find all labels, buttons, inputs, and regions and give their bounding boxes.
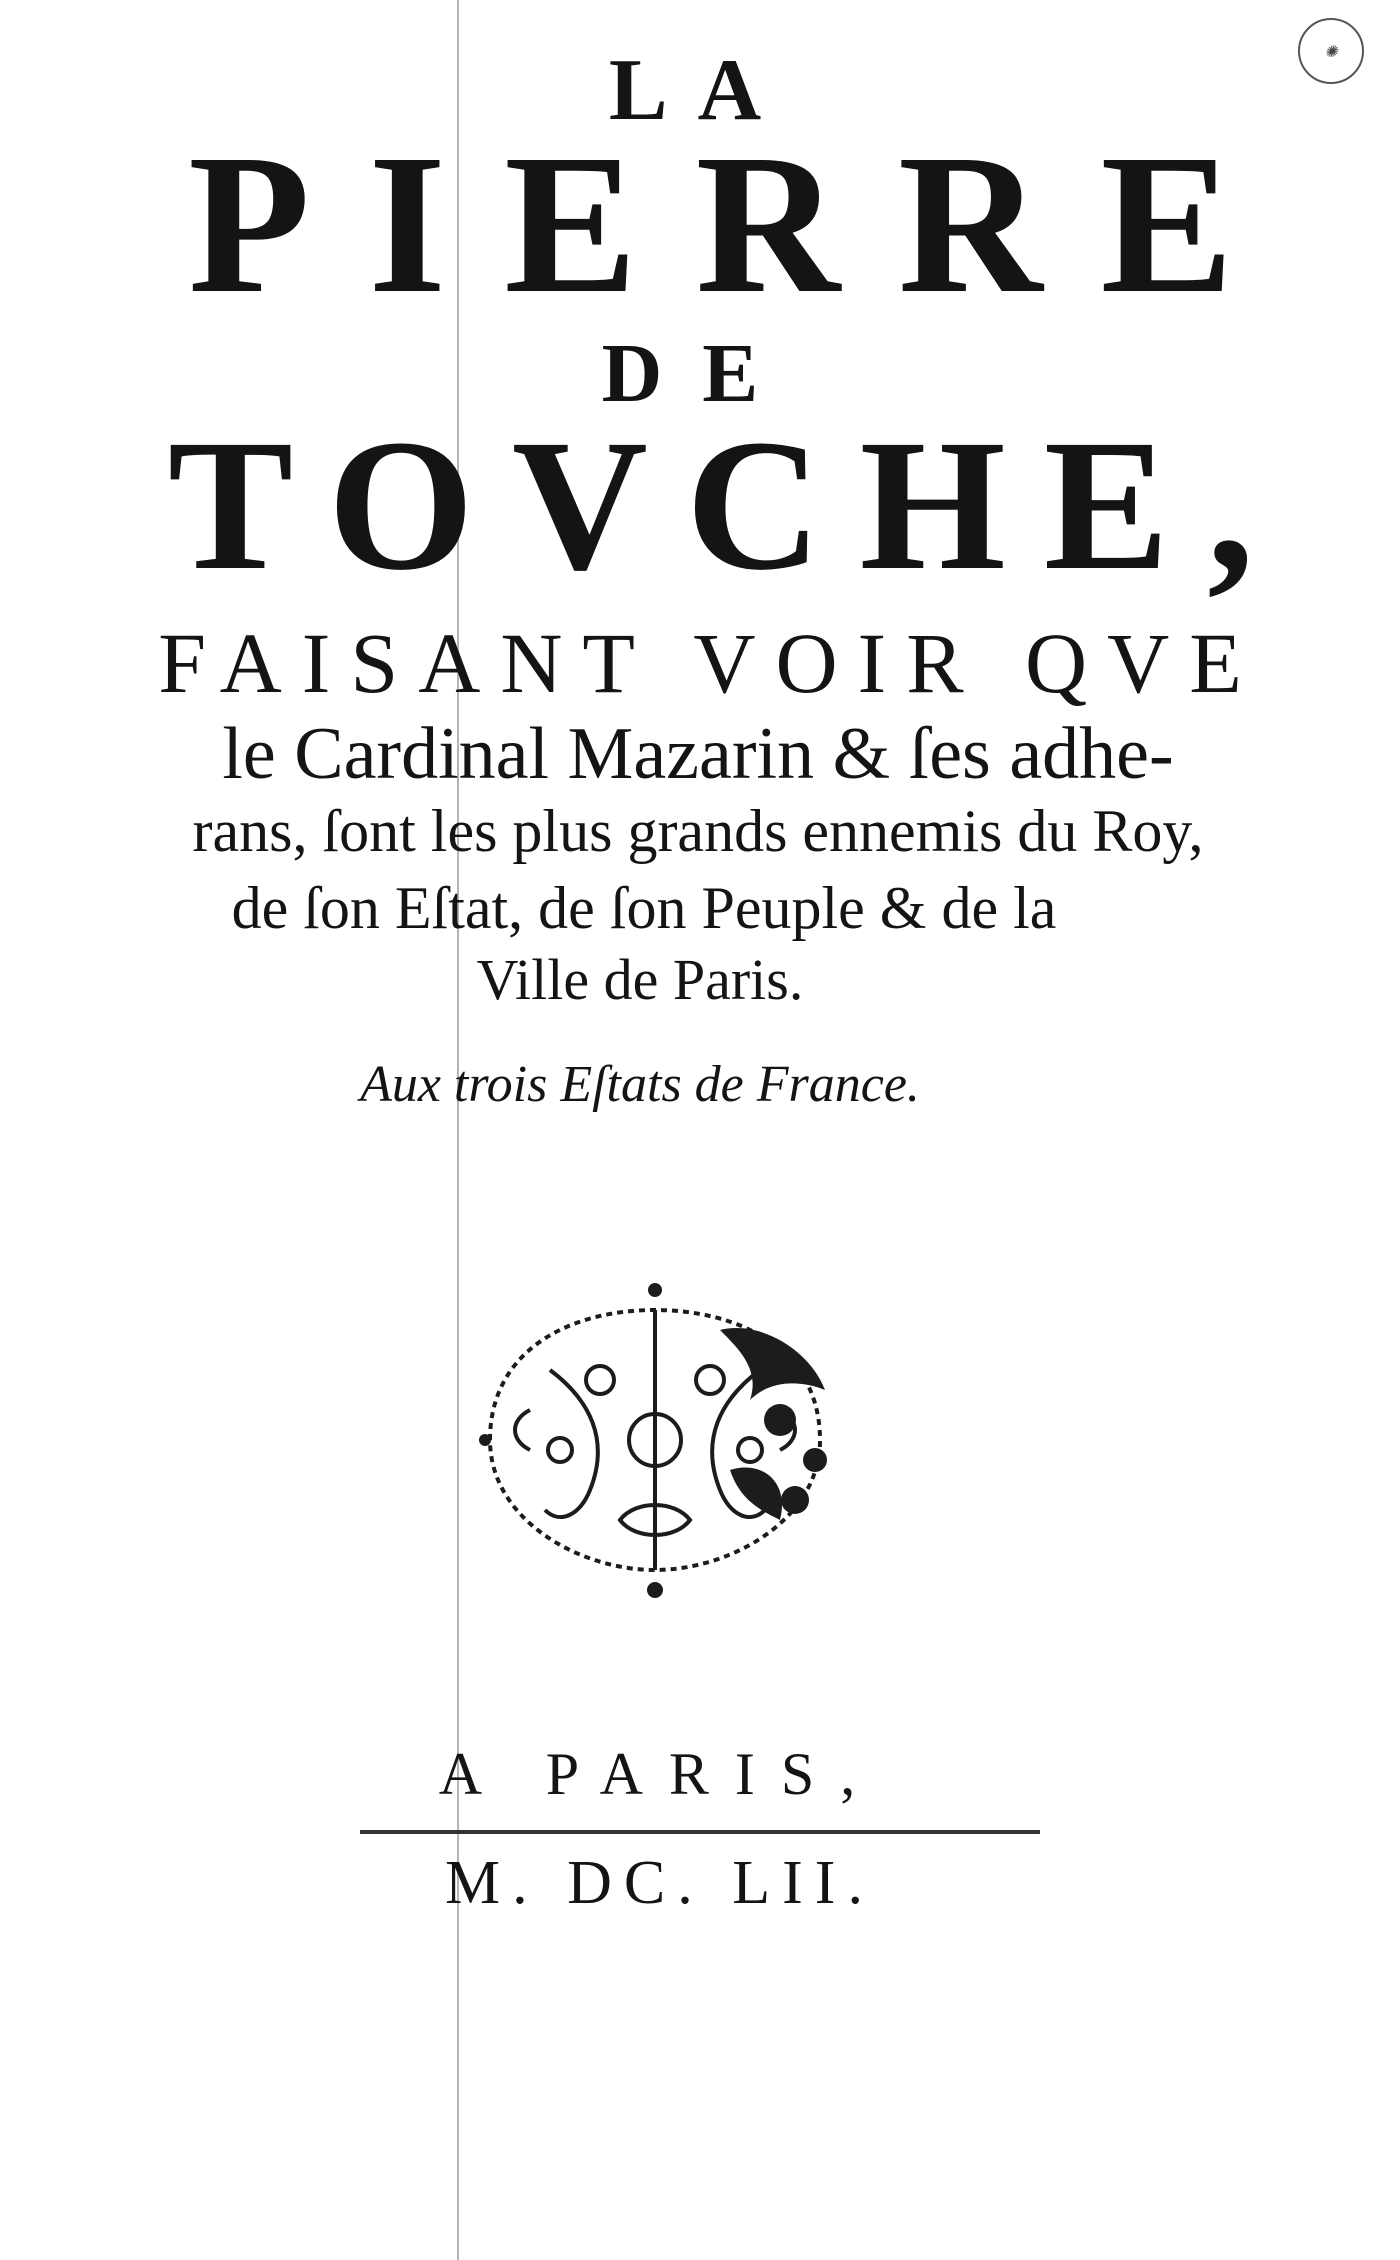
title-pierre: PIERRE	[188, 114, 1292, 335]
imprint-date: M. DC. LII.	[445, 1849, 875, 1917]
subtitle-line-3: de ſon Eſtat, de ſon Peuple & de la	[231, 875, 1057, 941]
dedication: Aux trois Eſtats de France.	[360, 1056, 920, 1113]
subtitle-faisant: FAISANT VOIR QVE	[158, 615, 1262, 711]
subtitle-line-1: le Cardinal Mazarin & ſes adhe-	[222, 713, 1174, 795]
imprint-place: A PARIS,	[438, 1741, 882, 1807]
fleuron-ornament-icon	[430, 1270, 880, 1610]
subtitle-line-2: rans, ſont les plus grands ennemis du Roy,	[192, 798, 1204, 864]
title-la: LA	[608, 42, 792, 139]
title-de: DE	[601, 327, 799, 420]
imprint-rule	[360, 1830, 1040, 1834]
library-stamp-icon: ✺	[1298, 18, 1364, 84]
title-touche: TOVCHE,	[167, 400, 1293, 609]
subtitle-line-4: Ville de Paris.	[476, 947, 804, 1012]
